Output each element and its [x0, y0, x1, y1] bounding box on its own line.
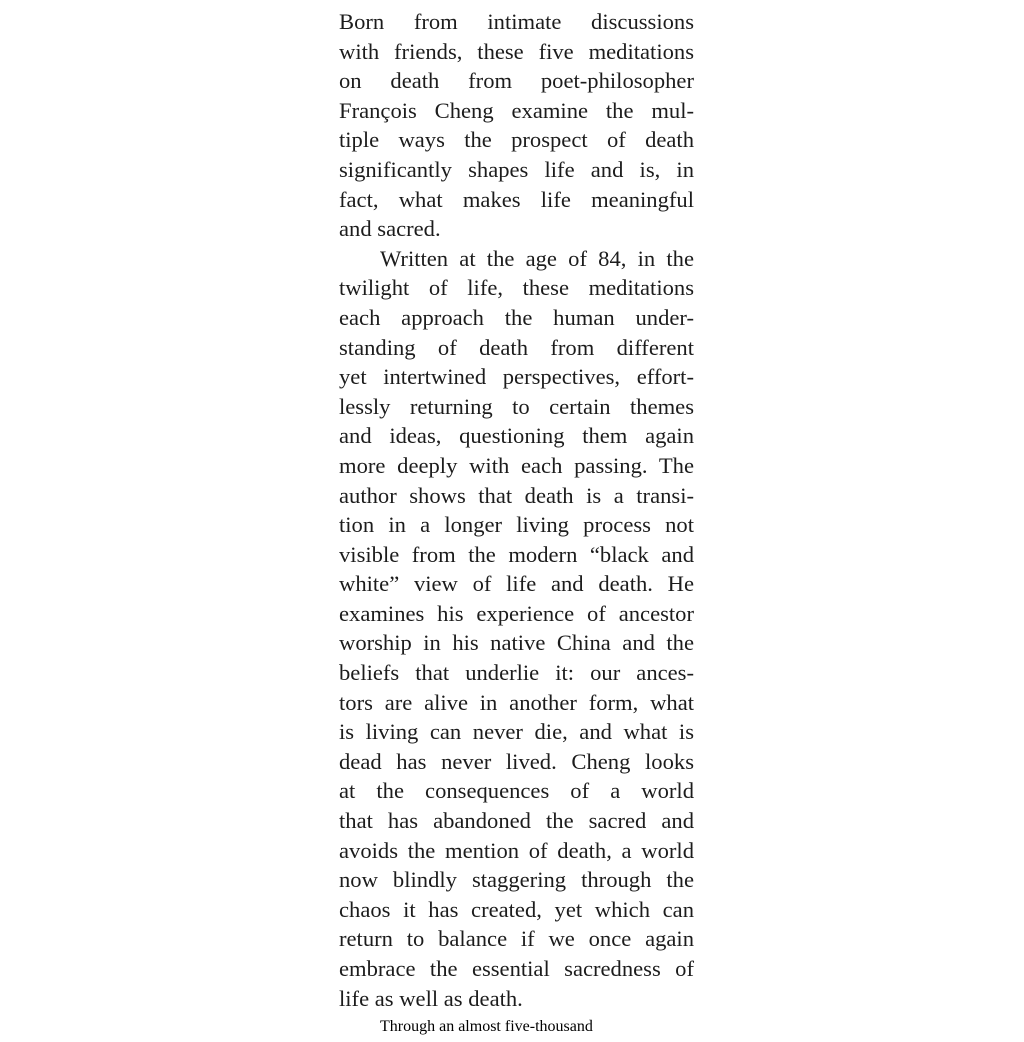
text-line: tiple ways the prospect of death [339, 127, 694, 153]
description-text-column [339, 7, 694, 1013]
text-line: embrace the essential sacredness of [339, 956, 694, 981]
paragraph-1 [339, 7, 694, 244]
text-line: standing of death from different [339, 334, 694, 360]
text-line: at the consequences of a world [339, 778, 694, 804]
text-line: with friends, these five meditations [339, 38, 694, 64]
text-line: fact, what makes life meaningful [339, 186, 694, 212]
text-line: Born from intimate discussions [339, 9, 694, 34]
text-line: life as well as death. [339, 985, 523, 1011]
text-line: return to balance if we once again [339, 926, 694, 952]
text-line: tion in a longer living process not [339, 512, 694, 538]
text-line: on death from poet-philosopher [339, 68, 694, 94]
text-line: that has abandoned the sacred and [339, 808, 694, 834]
paragraph-2 [339, 244, 694, 1013]
text-line: more deeply with each passing. The [339, 452, 694, 478]
text-line: avoids the mention of death, a world [339, 837, 694, 863]
text-line: and sacred. [339, 216, 441, 242]
text-line: twilight of life, these meditations [339, 275, 694, 301]
paragraph-3-partial [339, 1012, 694, 1042]
text-line: now blindly staggering through the [339, 867, 694, 893]
text-line: is living can never die, and what is [339, 719, 694, 745]
text-line: white” view of life and death. He [339, 571, 694, 597]
text-line: worship in his native China and the [339, 630, 694, 656]
text-line: chaos it has created, yet which can [339, 896, 694, 922]
text-line: each approach the human under- [339, 304, 694, 330]
text-line: examines his experience of ancestor [339, 600, 694, 626]
text-line: yet intertwined perspectives, effort- [339, 364, 694, 390]
text-line: lessly returning to certain themes [339, 393, 694, 419]
text-line: Through an almost five-thousand [380, 1018, 593, 1035]
text-line: visible from the modern “black and [339, 541, 694, 567]
text-line: dead has never lived. Cheng looks [339, 748, 694, 774]
text-line: Written at the age of 84, in the [380, 245, 694, 271]
text-line: significantly shapes life and is, in [339, 156, 694, 182]
text-line: beliefs that underlie it: our ances- [339, 660, 694, 686]
text-line: François Cheng examine the mul- [339, 97, 694, 123]
text-line: author shows that death is a transi- [339, 482, 694, 508]
text-line: tors are alive in another form, what [339, 689, 694, 715]
text-line: and ideas, questioning them again [339, 423, 694, 449]
